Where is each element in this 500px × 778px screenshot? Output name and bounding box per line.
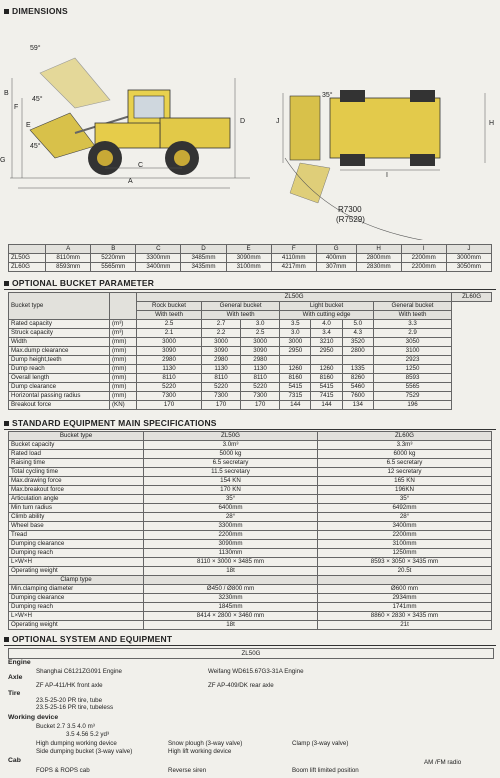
- table-row: [9, 495, 492, 504]
- table-cell: 6000 kg: [318, 450, 492, 459]
- column-header: J: [446, 245, 491, 254]
- table-cell: 1250: [373, 365, 451, 374]
- axle-option-1: ZF AP-411/HK front axle: [36, 682, 103, 689]
- table-cell: 2.5: [137, 320, 202, 329]
- divider: [4, 289, 496, 290]
- rock-bucket-header: Rock bucket: [137, 302, 202, 311]
- table-row: [9, 468, 492, 477]
- table-cell: 144: [311, 401, 342, 410]
- table-row: [9, 486, 492, 495]
- table-cell: 3000: [280, 338, 311, 347]
- table-row: [9, 585, 492, 594]
- table-cell: 21t: [318, 621, 492, 630]
- bullet-icon: [4, 9, 9, 14]
- table-row: [9, 392, 492, 401]
- table-cell: 7300: [202, 392, 241, 401]
- table-row: [9, 320, 492, 329]
- table-cell: Dump height,teeth: [9, 356, 110, 365]
- table-cell: 3100: [373, 347, 451, 356]
- table-cell: 170: [241, 401, 280, 410]
- table-cell: 196KN: [318, 486, 492, 495]
- table-cell: Climb ability: [9, 513, 144, 522]
- table-cell: 35°: [318, 495, 492, 504]
- engine-label: Engine: [8, 659, 31, 666]
- table-cell: 8160: [280, 374, 311, 383]
- table-cell: 6492mm: [318, 504, 492, 513]
- table-cell: 7415: [311, 392, 342, 401]
- table-cell: 3.4: [311, 329, 342, 338]
- table-cell: Total cycling time: [9, 468, 144, 477]
- bullet-icon: [4, 421, 9, 426]
- table-cell: 5220: [137, 383, 202, 392]
- table-cell: Dump reach: [9, 365, 110, 374]
- tire-option-2: 23.5-25-16 PR tire, tubeless: [36, 704, 114, 711]
- table-row: [9, 459, 492, 468]
- table-cell: 8110: [241, 374, 280, 383]
- table-row: [9, 513, 492, 522]
- table-cell: 5565: [373, 383, 451, 392]
- side-view-drawing: [10, 58, 250, 188]
- table-cell: 3000mm: [446, 254, 491, 263]
- table-row: [9, 401, 492, 410]
- table-cell: 170: [202, 401, 241, 410]
- table-cell: Width: [9, 338, 110, 347]
- table-cell: 8593 × 3050 × 3435 mm: [318, 558, 492, 567]
- table-cell: 3300mm: [136, 254, 181, 263]
- table-cell: 1741mm: [318, 603, 492, 612]
- table-cell: 2800mm: [356, 254, 401, 263]
- table-cell: 2950: [311, 347, 342, 356]
- section-dimensions: [4, 6, 68, 16]
- table-cell: 2.5: [241, 329, 280, 338]
- axle-option-2: ZF AP-409/DK rear axle: [208, 682, 274, 689]
- divider: [4, 645, 496, 646]
- table-row: [9, 549, 492, 558]
- table-cell: Dumping reach: [9, 603, 144, 612]
- table-cell: (mm): [110, 356, 137, 365]
- section-optional: [4, 634, 172, 644]
- column-header: I: [401, 245, 446, 254]
- column-header: D: [181, 245, 226, 254]
- column-header: F: [271, 245, 316, 254]
- table-cell: 5565mm: [91, 263, 136, 272]
- dim-d-label: D: [240, 118, 246, 125]
- section-standard: [4, 418, 217, 428]
- column-header: ZL60G: [318, 432, 492, 441]
- table-cell: 2934mm: [318, 594, 492, 603]
- table-cell: 3090mm: [144, 540, 318, 549]
- model-50-header: ZL50G: [137, 293, 452, 302]
- table-cell: 8414 × 2800 × 3460 mm: [144, 612, 318, 621]
- table-cell: 3050mm: [446, 263, 491, 272]
- divider: [4, 429, 496, 430]
- working-option-3: Clamp (3-way valve): [292, 740, 349, 747]
- table-row: [9, 441, 492, 450]
- bullet-icon: [4, 281, 9, 286]
- table-cell: 3090: [137, 347, 202, 356]
- table-cell: 2980: [137, 356, 202, 365]
- table-cell: 3000: [241, 338, 280, 347]
- table-cell: 1250mm: [318, 549, 492, 558]
- table-cell: Ø600 mm: [318, 585, 492, 594]
- table-cell: (mm): [110, 383, 137, 392]
- table-cell: L×W×H: [9, 558, 144, 567]
- table-cell: 7529: [373, 392, 451, 401]
- table-row: [9, 558, 492, 567]
- table-cell: 154 KN: [144, 477, 318, 486]
- table-cell: Dump clearance: [9, 383, 110, 392]
- dim-e-label: E: [26, 122, 31, 129]
- table-cell: 8593: [373, 374, 451, 383]
- table-row: [9, 603, 492, 612]
- table-cell: 165 KN: [318, 477, 492, 486]
- table-cell: 8860 × 2830 × 3435 mm: [318, 612, 492, 621]
- table-cell: 3.0m³: [144, 441, 318, 450]
- general-60-teeth-header: With teeth: [373, 311, 451, 320]
- angle-low-label: 45°: [30, 143, 41, 150]
- table-cell: 18t: [144, 621, 318, 630]
- table-cell: Struck capacity: [9, 329, 110, 338]
- table-cell: 1260: [280, 365, 311, 374]
- table-cell: 2.2: [202, 329, 241, 338]
- table-cell: [311, 356, 342, 365]
- table-cell: 3090mm: [226, 254, 271, 263]
- table-cell: Dumping clearance: [9, 594, 144, 603]
- table-cell: 196: [373, 401, 451, 410]
- table-cell: 5460: [342, 383, 373, 392]
- dim-a-label: A: [128, 178, 133, 185]
- table-cell: 5415: [311, 383, 342, 392]
- table-cell: Breakout force: [9, 401, 110, 410]
- section-bucket: [4, 278, 154, 288]
- table-cell: 5.0: [342, 320, 373, 329]
- table-cell: Operating weight: [9, 621, 144, 630]
- table-cell: Tread: [9, 531, 144, 540]
- section-title: OPTIONAL SYSTEM AND EQUIPMENT: [12, 634, 173, 644]
- table-cell: 2950: [280, 347, 311, 356]
- bullet-icon: [4, 637, 9, 642]
- table-cell: 2.9: [373, 329, 451, 338]
- table-cell: 3.3: [373, 320, 451, 329]
- table-cell: 1260: [311, 365, 342, 374]
- table-cell: 3520: [342, 338, 373, 347]
- table-cell: (m³): [110, 329, 137, 338]
- table-cell: 134: [342, 401, 373, 410]
- column-header: B: [91, 245, 136, 254]
- table-cell: Min turn radius: [9, 504, 144, 513]
- section-title: STANDARD EQUIPMENT MAIN SPECIFICATIONS: [12, 418, 217, 428]
- clamp-type-header: Clamp type: [9, 576, 144, 585]
- cab-option-2: Reverse siren: [168, 767, 207, 774]
- table-cell: [342, 356, 373, 365]
- table-cell: (mm): [110, 392, 137, 401]
- table-row: [9, 477, 492, 486]
- general-bucket-header: General bucket: [202, 302, 280, 311]
- table-cell: 170: [137, 401, 202, 410]
- axle-label: Axle: [8, 674, 23, 681]
- table-cell: 7300: [241, 392, 280, 401]
- engine-option-1: Shanghai C6121ZG091 Engine: [36, 668, 123, 675]
- working-option-1: High dumping working device: [36, 740, 117, 747]
- table-row: [9, 383, 492, 392]
- table-row: [9, 531, 492, 540]
- table-cell: 1130: [202, 365, 241, 374]
- table-cell: 4.0: [311, 320, 342, 329]
- table-cell: (m³): [110, 320, 137, 329]
- table-cell: Max.breakout force: [9, 486, 144, 495]
- bucket-type-cell: Bucket type: [9, 293, 110, 320]
- cab-option-1: FOPS & ROPS cab: [36, 767, 90, 774]
- table-row: [9, 365, 492, 374]
- cab-label: Cab: [8, 757, 21, 764]
- spec-table: [8, 431, 492, 630]
- tire-option-1: 23.5-25-20 PR tire, tube: [36, 697, 103, 704]
- table-cell: 1130: [137, 365, 202, 374]
- table-cell: 3090: [202, 347, 241, 356]
- dim-j-label: J: [276, 118, 280, 125]
- light-edge-header: With cutting edge: [280, 311, 374, 320]
- table-cell: 5220: [241, 383, 280, 392]
- column-header: G: [316, 245, 356, 254]
- column-header: Bucket type: [9, 432, 144, 441]
- radius-alt-label: (R7529): [336, 215, 365, 224]
- top-angle-label: 35°: [322, 92, 333, 99]
- general-teeth-header: With teeth: [202, 311, 280, 320]
- column-header: E: [226, 245, 271, 254]
- column-header: C: [136, 245, 181, 254]
- top-view-drawing: [283, 90, 485, 240]
- table-cell: 3485mm: [181, 254, 226, 263]
- bucket-option-imperial: 3.5 4.56 5.2 yd³: [66, 731, 109, 738]
- table-cell: 7600: [342, 392, 373, 401]
- table-cell: (mm): [110, 338, 137, 347]
- table-cell: Dumping reach: [9, 549, 144, 558]
- table-cell: 2980: [202, 356, 241, 365]
- dim-i-label: I: [386, 172, 388, 179]
- table-cell: 28°: [144, 513, 318, 522]
- table-cell: 18t: [144, 567, 318, 576]
- section-title: DIMENSIONS: [12, 6, 68, 16]
- table-cell: Operating weight: [9, 567, 144, 576]
- table-row: [9, 450, 492, 459]
- table-cell: 2923: [373, 356, 451, 365]
- table-cell: 3090: [241, 347, 280, 356]
- working-device-label: Working device: [8, 714, 59, 721]
- table-cell: 5220mm: [91, 254, 136, 263]
- table-cell: 2980: [241, 356, 280, 365]
- table-cell: 35°: [144, 495, 318, 504]
- table-cell: 2.1: [137, 329, 202, 338]
- angle-top-label: 59°: [30, 45, 41, 52]
- table-row: [9, 329, 492, 338]
- table-cell: 3.0: [241, 320, 280, 329]
- table-cell: Max.drawing force: [9, 477, 144, 486]
- table-cell: 3300mm: [144, 522, 318, 531]
- table-row: [9, 356, 492, 365]
- dim-b-label: B: [4, 90, 9, 97]
- table-cell: 2800: [342, 347, 373, 356]
- rock-teeth-header: With teeth: [137, 311, 202, 320]
- table-cell: Dumping clearance: [9, 540, 144, 549]
- table-row: [9, 522, 492, 531]
- cab-option-4: AM /FM radio: [424, 759, 462, 766]
- working-option-4: Side dumping bucket (3-way valve): [36, 748, 133, 755]
- dim-c-label: C: [138, 162, 144, 169]
- loader-drawings: [0, 18, 500, 240]
- table-cell: (mm): [110, 374, 137, 383]
- table-cell: L×W×H: [9, 612, 144, 621]
- table-cell: (mm): [110, 365, 137, 374]
- bucket-table: [8, 292, 492, 410]
- table-cell: 8110: [202, 374, 241, 383]
- table-cell: 144: [280, 401, 311, 410]
- section-title: OPTIONAL BUCKET PARAMETER: [12, 278, 155, 288]
- table-row: [9, 540, 492, 549]
- table-cell: 3435mm: [181, 263, 226, 272]
- table-cell: 2200mm: [401, 263, 446, 272]
- table-row: [9, 254, 492, 263]
- tire-label: Tire: [8, 690, 21, 697]
- table-cell: 307mm: [316, 263, 356, 272]
- table-header-row: [9, 432, 492, 441]
- table-cell: 1335: [342, 365, 373, 374]
- table-cell: 3000: [137, 338, 202, 347]
- table-cell: 8110: [137, 374, 202, 383]
- table-cell: 3400mm: [318, 522, 492, 531]
- table-cell: 1845mm: [144, 603, 318, 612]
- table-cell: (mm): [110, 347, 137, 356]
- clamp-header-row: [9, 576, 492, 585]
- table-cell: 12 secretary: [318, 468, 492, 477]
- table-row: [9, 621, 492, 630]
- column-header: [9, 245, 46, 254]
- table-cell: 6.5 secretary: [318, 459, 492, 468]
- table-cell: 3.3m³: [318, 441, 492, 450]
- dim-g-label: G: [0, 157, 6, 164]
- cab-option-3: Boom lift limited position: [292, 767, 359, 774]
- table-cell: 2830mm: [356, 263, 401, 272]
- general-bucket-60-header: General bucket: [373, 302, 451, 311]
- table-cell: 5000 kg: [144, 450, 318, 459]
- column-header: A: [46, 245, 91, 254]
- table-cell: 4217mm: [271, 263, 316, 272]
- empty-cell: [144, 576, 318, 585]
- angle-mid-label: 45°: [32, 96, 43, 103]
- table-header-row: [9, 245, 492, 254]
- dim-f-label: F: [14, 104, 19, 111]
- table-cell: Horizontal passing radius: [9, 392, 110, 401]
- table-cell: 8593mm: [46, 263, 91, 272]
- table-cell: 8260: [342, 374, 373, 383]
- table-cell: 11.5 secretary: [144, 468, 318, 477]
- table-row: [9, 567, 492, 576]
- table-row: [9, 347, 492, 356]
- table-cell: 7315: [280, 392, 311, 401]
- engine-option-2: Weifang WD615.67G3-31A Engine: [208, 668, 304, 675]
- table-cell: Wheel base: [9, 522, 144, 531]
- table-cell: 8110 × 3000 × 3485 mm: [144, 558, 318, 567]
- table-cell: Ø450 / Ø800 mm: [144, 585, 318, 594]
- table-cell: 5415: [280, 383, 311, 392]
- table-cell: ZL50G: [9, 254, 46, 263]
- dim-h-label: H: [489, 120, 495, 127]
- table-cell: 3400mm: [136, 263, 181, 272]
- table-cell: 2200mm: [401, 254, 446, 263]
- table-cell: Min.clamping diameter: [9, 585, 144, 594]
- dimension-table: [8, 244, 492, 272]
- table-cell: ZL60G: [9, 263, 46, 272]
- working-option-5: High lift working device: [168, 748, 232, 755]
- table-cell: Max.dump clearance: [9, 347, 110, 356]
- table-cell: 1130mm: [144, 549, 318, 558]
- table-row: [9, 374, 492, 383]
- table-cell: 2200mm: [318, 531, 492, 540]
- table-cell: 400mm: [316, 254, 356, 263]
- table-cell: Rated capacity: [9, 320, 110, 329]
- table-cell: 4110mm: [271, 254, 316, 263]
- empty-cell: [318, 576, 492, 585]
- table-cell: 1130: [241, 365, 280, 374]
- table-cell: Bucket capacity: [9, 441, 144, 450]
- table-cell: 3100mm: [226, 263, 271, 272]
- table-cell: 3.0: [280, 329, 311, 338]
- table-cell: 8110mm: [46, 254, 91, 263]
- table-cell: 2200mm: [144, 531, 318, 540]
- table-cell: 7300: [137, 392, 202, 401]
- table-cell: 6.5 secretary: [144, 459, 318, 468]
- table-cell: 2.7: [202, 320, 241, 329]
- table-cell: 3210: [311, 338, 342, 347]
- table-cell: Rated load: [9, 450, 144, 459]
- table-cell: [280, 356, 311, 365]
- table-row: [9, 338, 492, 347]
- table-cell: (KN): [110, 401, 137, 410]
- table-cell: 3230mm: [144, 594, 318, 603]
- table-row: [9, 594, 492, 603]
- table-row: [9, 612, 492, 621]
- table-row: [9, 504, 492, 513]
- model-60-header: ZL60G: [452, 293, 492, 302]
- bucket-option-metric: Bucket 2.7 3.5 4.0 m³: [36, 723, 95, 730]
- table-cell: 8160: [311, 374, 342, 383]
- table-cell: 3.5: [280, 320, 311, 329]
- table-cell: 5220: [202, 383, 241, 392]
- table-row: [9, 263, 492, 272]
- unit-header: [110, 293, 137, 320]
- table-cell: 3050: [373, 338, 451, 347]
- column-header: ZL50G: [144, 432, 318, 441]
- table-cell: 6400mm: [144, 504, 318, 513]
- radius-label: R7300: [338, 205, 362, 214]
- column-header: H: [356, 245, 401, 254]
- optional-model-header: ZL50G: [8, 648, 494, 659]
- table-cell: Articulation angle: [9, 495, 144, 504]
- table-cell: 3000: [202, 338, 241, 347]
- light-bucket-header: Light bucket: [280, 302, 374, 311]
- table-cell: 28°: [318, 513, 492, 522]
- table-cell: 4.3: [342, 329, 373, 338]
- table-cell: Overall length: [9, 374, 110, 383]
- table-cell: 3100mm: [318, 540, 492, 549]
- working-option-2: Snow plough (3-way valve): [168, 740, 243, 747]
- table-cell: 170 KN: [144, 486, 318, 495]
- table-cell: Raising time: [9, 459, 144, 468]
- table-cell: 20.5t: [318, 567, 492, 576]
